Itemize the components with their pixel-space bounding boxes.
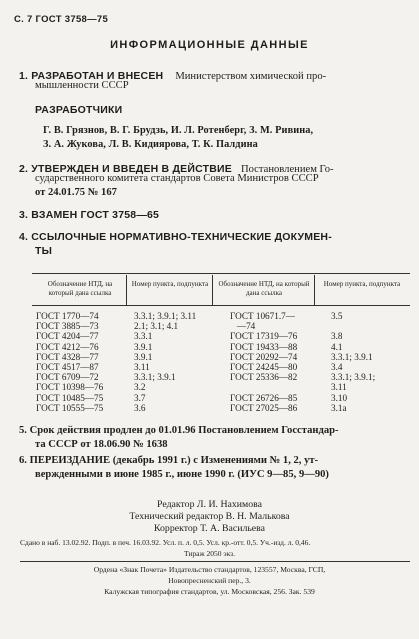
section-1-heading: 1. РАЗРАБОТАН И ВНЕСЕН	[19, 70, 164, 82]
section-5: 5. Срок действия продлен до 01.01.96 Постановлением Госстандар-	[19, 425, 339, 436]
developers-names-1: Г. В. Грязнов, В. Г. Брудзь, И. Л. Ротенберг, З. М. Ривина,	[43, 125, 314, 136]
section-3-heading: 3. ВЗАМЕН ГОСТ 3758—65	[19, 209, 160, 221]
table-column-ntd: ГОСТ 1770—74 ГОСТ 3885—73 ГОСТ 4204—77 ГОСТ 4212—76 ГОСТ 4328—77 ГОСТ 4517—87 ГОСТ 6709—72 ГОСТ 10398—76 ГОСТ 10485—75 ГОСТ 10555—75	[36, 311, 104, 413]
section-1-text-cont: мышленности СССР	[35, 80, 129, 91]
section-4-heading: 4. ССЫЛОЧНЫЕ НОРМАТИВНО-ТЕХНИЧЕСКИЕ ДОКУМЕН-	[19, 231, 332, 243]
credits-tech-editor: Технический редактор В. Н. Малькова	[129, 511, 290, 522]
table-header-rule	[32, 305, 410, 306]
table-header-cell: Номер пункта, подпункта	[323, 280, 401, 288]
table-col-divider	[314, 275, 315, 305]
table-column-clause: 3.3.1; 3.9.1; 3.11 2.1; 3.1; 4.1 3.3.1 3.9.1 3.9.1 3.11 3.3.1; 3.9.1 3.2 3.7 3.6	[134, 311, 197, 413]
section-5-cont: та СССР от 18.06.90 № 1638	[35, 439, 168, 450]
table-column-clause: 3.5 3.8 4.1 3.3.1; 3.9.1 3.4 3.3.1; 3.9.1; 3.11 3.10 3.1а	[331, 311, 376, 413]
table-header-cell: Обозначение НТД, на который дана ссылка	[218, 280, 310, 297]
section-2-decree: от 24.01.75 № 167	[35, 187, 117, 198]
section-2-text: Постановлением Го-	[240, 164, 334, 175]
table-column-ntd: ГОСТ 10671.7— —74 ГОСТ 17319—76 ГОСТ 19433—88 ГОСТ 20292—74 ГОСТ 24245—80 ГОСТ 25336—82 ГОСТ 26726—85 ГОСТ 27025—86	[230, 311, 298, 413]
section-2-heading: 2. УТВЕРЖДЕН И ВВЕДЕН В ДЕЙСТВИЕ	[19, 163, 232, 175]
credits-editor: Редактор Л. И. Нахимова	[157, 499, 262, 510]
developers-heading: РАЗРАБОТЧИКИ	[35, 104, 123, 116]
section-4-heading-cont: ТЫ	[35, 245, 53, 257]
table-col-divider	[126, 275, 127, 305]
credits-corrector: Корректор Т. А. Васильева	[153, 523, 266, 534]
imprint-rule	[20, 561, 410, 562]
page-header: С. 7 ГОСТ 3758—75	[14, 14, 109, 25]
section-6: 6. ПЕРЕИЗДАНИЕ (декабрь 1991 г.) с Изменениями № 1, 2, ут-	[19, 455, 319, 466]
publisher-line: Ордена «Знак Почета» Издательство стандартов, 123557, Москва, ГСП,	[93, 565, 326, 574]
page-title: ИНФОРМАЦИОННЫЕ ДАННЫЕ	[110, 39, 309, 51]
printing-house: Калужская типография стандартов, ул. Московская, 256. Зак. 539	[104, 587, 315, 596]
imprint-line: Сдано в наб. 13.02.92. Подп. в печ. 16.03.92. Усл. п. л. 0,5. Усл. кр.-отт. 0,5. Уч.-изд. л. 0,46.	[20, 538, 311, 547]
section-6-cont: вержденными в июне 1985 г., июне 1990 г. (ИУС 9—85, 9—90)	[35, 469, 329, 480]
table-top-rule	[32, 273, 410, 274]
table-header-cell: Обозначение НТД, на который дана ссылка	[47, 280, 113, 297]
section-2-text-cont: сударственного комитета стандартов Совета Министров СССР	[35, 173, 319, 184]
imprint-circulation: Тираж 2050 экз.	[183, 549, 236, 558]
table-header-cell: Номер пункта, подпункта	[131, 280, 209, 288]
section-1-text: Министерством химической про-	[175, 71, 327, 82]
developers-names-2: З. А. Жукова, Л. В. Кидиярова, Т. К. Палдина	[43, 139, 258, 150]
table-col-divider	[212, 275, 213, 305]
publisher-address: Новопресненский пер., 3.	[168, 576, 251, 585]
